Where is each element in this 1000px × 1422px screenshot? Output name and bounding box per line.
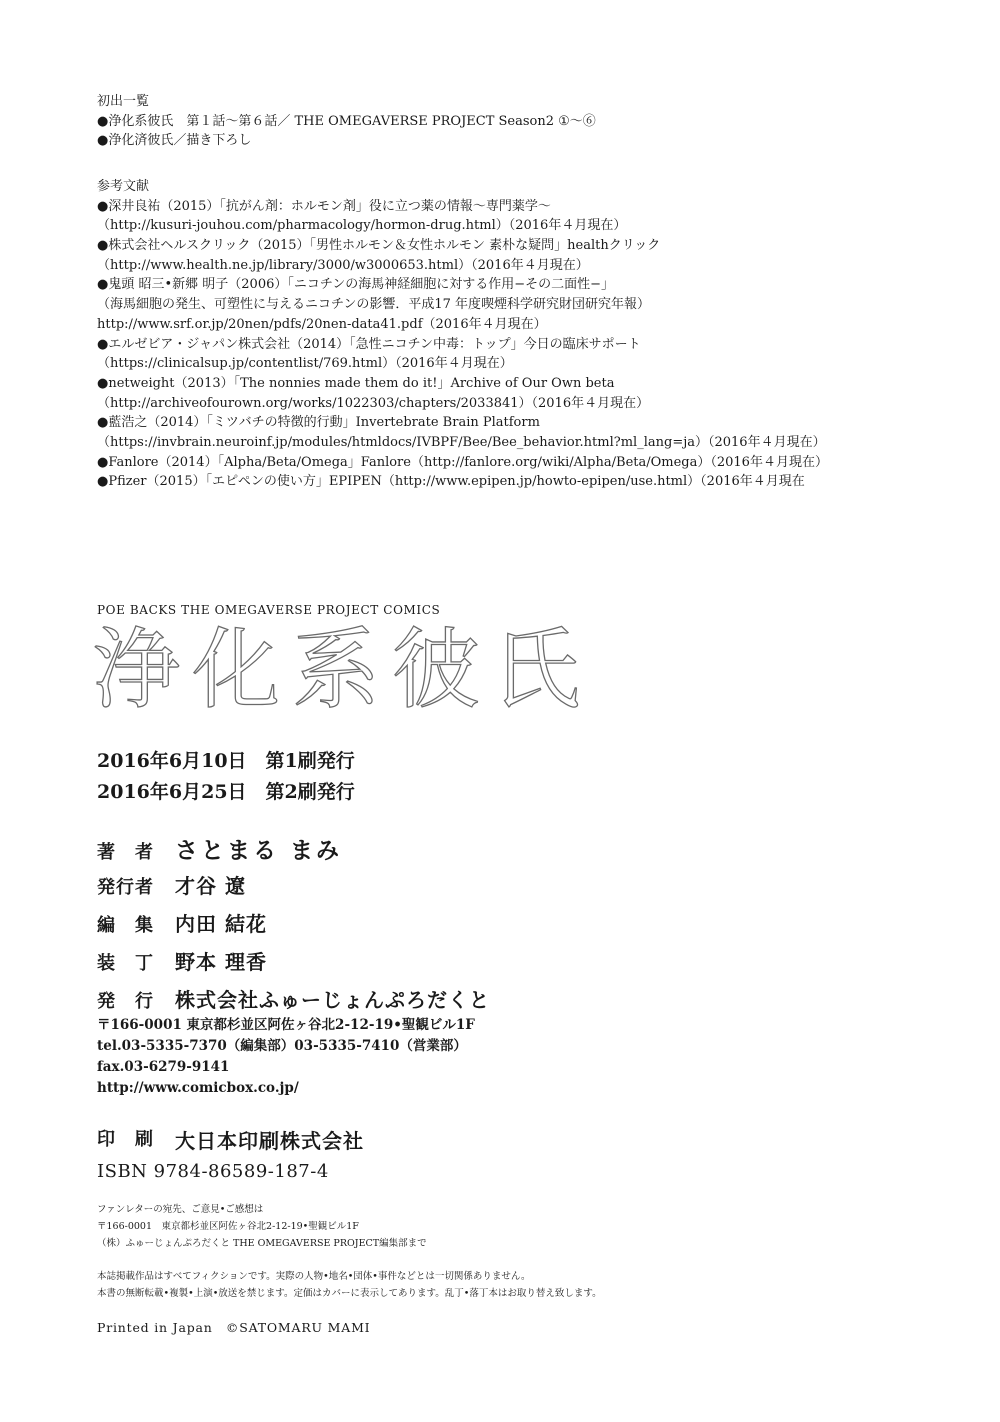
publisher-contact <box>97 1015 475 1099</box>
printed-in-copyright: Printed in Japan ©SATOMARU MAMI <box>97 1320 371 1335</box>
editions <box>97 746 355 808</box>
references-heading: 参考文献 <box>97 179 150 194</box>
reference-line: （http://archiveofourown.org/works/1022303/chapters/2033841）（2016年４月現在） <box>97 395 650 411</box>
editor-name: 内田 結花 <box>175 912 267 936</box>
publisher-person-name: 才谷 遼 <box>175 874 246 898</box>
edition-line: 2016年6月25日 第2刷発行 <box>97 781 355 803</box>
first-publication-section <box>97 92 596 151</box>
fan-letter-line: ファンレターの宛先、ご意見•ご感想は <box>97 1204 264 1215</box>
first-publication-line: ●浄化済彼氏／描き下ろし <box>97 133 252 149</box>
reference-line: ●Fanlore（2014）「Alpha/Beta/Omega」Fanlore（http://fanlore.org/wiki/Alpha/Beta/Omega）（2016年４月現在） <box>97 454 828 470</box>
series-label: POE BACKS THE OMEGAVERSE PROJECT COMICS <box>97 603 441 617</box>
reference-line: ●藍浩之（2014）「ミツバチの特徴的行動」Invertebrate Brain Platform <box>97 415 540 431</box>
book-title: 浄化系彼氏 <box>92 618 593 721</box>
reference-line: http://www.srf.or.jp/20nen/pdfs/20nen-data41.pdf（2016年４月現在） <box>97 316 547 332</box>
reference-line: ●株式会社ヘルスクリック（2015）「男性ホルモン＆女性ホルモン 素朴な疑問」healthクリック <box>97 238 661 254</box>
first-publication-line: ●浄化系彼氏 第１話〜第６話／ THE OMEGAVERSE PROJECT Season2 ①〜⑥ <box>97 113 596 129</box>
first-publication-heading: 初出一覧 <box>97 94 150 109</box>
printer-name: 大日本印刷株式会社 <box>175 1129 364 1153</box>
publisher-tel: tel.03-5335-7370（編集部）03-5335-7410（営業部） <box>97 1038 467 1054</box>
reference-line: （https://invbrain.neuroinf.jp/modules/htmldocs/IVBPF/Bee/Bee_behavior.html?ml_lang=ja）（2016年４月現在） <box>97 434 826 450</box>
design-name: 野本 理香 <box>175 950 267 974</box>
reference-line: ●深井良祐（2015）「抗がん剤：ホルモン剤」役に立つ薬の情報〜専門薬学〜 <box>97 198 551 214</box>
credits <box>97 832 490 1022</box>
edition-line: 2016年6月10日 第1刷発行 <box>97 750 355 772</box>
author-name: さとまる まみ <box>175 837 343 864</box>
printer <box>97 1125 364 1154</box>
publisher-person-label: 発行者 <box>97 877 154 898</box>
credit-row-author <box>97 832 490 870</box>
legal-notice <box>97 1268 602 1302</box>
reference-line: （海馬細胞の発生、可塑性に与えるニコチンの影響．平成17 年度喫煙科学研究財団研究年報） <box>97 297 651 313</box>
publisher-label: 発 行 <box>97 991 154 1012</box>
design-label: 装 丁 <box>97 953 154 974</box>
credit-row-editor <box>97 908 490 946</box>
editor-label: 編 集 <box>97 915 154 936</box>
publisher-address: 〒166-0001 東京都杉並区阿佐ヶ谷北2-12-19•聖観ビル1F <box>97 1017 475 1033</box>
reference-line: （http://www.health.ne.jp/library/3000/w3000653.html）（2016年４月現在） <box>97 257 589 273</box>
references-section <box>97 177 828 492</box>
printer-label: 印 刷 <box>97 1129 154 1150</box>
fan-letter-line: 〒166-0001 東京都杉並区阿佐ヶ谷北2-12-19•聖観ビル1F <box>97 1221 359 1232</box>
publisher-name: 株式会社ふゅーじょんぷろだくと <box>175 988 490 1012</box>
isbn: ISBN 9784-86589-187-4 <box>97 1161 329 1182</box>
reference-line: ●エルゼビア・ジャパン株式会社（2014）「急性ニコチン中毒：トップ」今日の臨床サポート <box>97 336 641 352</box>
notice-line: 本誌掲載作品はすべてフィクションです。実際の人物•地名•団体•事件などとは一切関係ありません。 <box>97 1271 531 1282</box>
reference-line: ●Pfizer（2015）「エピペンの使い方」EPIPEN（http://www.epipen.jp/howto-epipen/use.html）（2016年４月現在 <box>97 474 805 490</box>
reference-line: ●netweight（2013）「The nonnies made them do it!」Archive of Our Own beta <box>97 375 615 391</box>
notice-line: 本書の無断転載•複製•上演•放送を禁じます。定価はカバーに表示してあります。乱丁•落丁本はお取り替え致します。 <box>97 1288 602 1299</box>
fan-letter-line: （株）ふゅーじょんぷろだくと THE OMEGAVERSE PROJECT編集部まで <box>97 1238 427 1249</box>
reference-line: （http://kusuri-jouhou.com/pharmacology/hormon-drug.html）（2016年４月現在） <box>97 218 627 234</box>
publisher-url: http://www.comicbox.co.jp/ <box>97 1080 299 1096</box>
fan-letter-address <box>97 1201 427 1252</box>
reference-line: ●鬼頭 昭三•新郷 明子（2006）「ニコチンの海馬神経細胞に対する作用−その二面性−」 <box>97 277 614 293</box>
reference-line: （https://clinicalsup.jp/contentlist/769.html）（2016年４月現在） <box>97 356 513 372</box>
author-label: 著 者 <box>97 842 154 863</box>
credit-row-publisher-person <box>97 870 490 908</box>
publisher-fax: fax.03-6279-9141 <box>97 1059 230 1075</box>
credit-row-design <box>97 946 490 984</box>
